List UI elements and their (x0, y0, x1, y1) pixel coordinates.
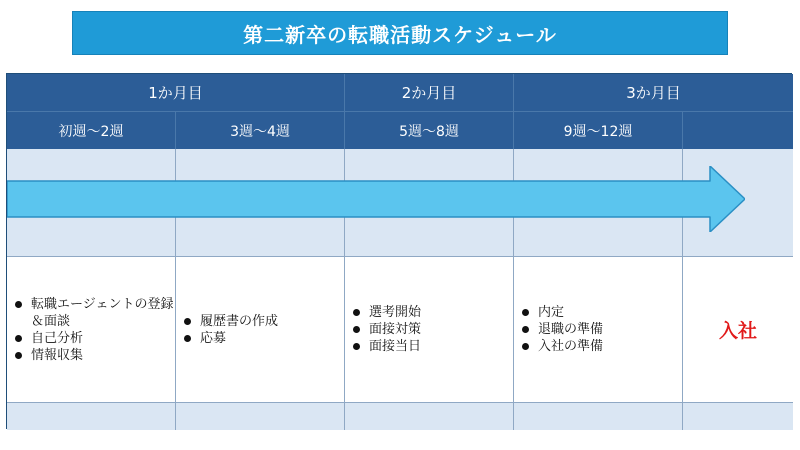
footer-band-cell (176, 403, 345, 430)
list-item: 選考開始 (351, 304, 421, 321)
list-item: 退職の準備 (520, 321, 603, 338)
task-cell-1 (7, 257, 176, 403)
week-header-3: 5週〜8週 (345, 112, 514, 149)
timeline-arrow-icon (7, 166, 745, 232)
list-item: 面接当日 (351, 338, 421, 355)
list-item: 内定 (520, 304, 603, 321)
week-header-1: 初週〜2週 (7, 112, 176, 149)
list-item: 入社の準備 (520, 338, 603, 355)
footer-band-cell (514, 403, 683, 430)
task-cell-4 (514, 257, 683, 403)
list-item: 自己分析 (13, 330, 175, 347)
list-item: 応募 (182, 330, 278, 347)
task-cell-2 (176, 257, 345, 403)
final-step-label: 入社 (683, 257, 793, 403)
task-cell-3 (345, 257, 514, 403)
week-header-5 (683, 112, 793, 149)
footer-band-cell (7, 403, 176, 430)
week-header-2: 3週〜4週 (176, 112, 345, 149)
footer-band-cell (683, 403, 793, 430)
list-item: 履歴書の作成 (182, 313, 278, 330)
list-item: 面接対策 (351, 321, 421, 338)
list-item: 情報収集 (13, 347, 175, 364)
schedule-table (6, 73, 792, 429)
week-header-4: 9週〜12週 (514, 112, 683, 149)
list-item: 転職エージェントの登録＆面談 (13, 296, 175, 330)
month-header-3: 3か月目 (514, 74, 793, 112)
footer-band-cell (345, 403, 514, 430)
month-header-1: 1か月目 (7, 74, 345, 112)
month-header-2: 2か月目 (345, 74, 514, 112)
page-title: 第二新卒の転職活動スケジュール (72, 11, 728, 55)
